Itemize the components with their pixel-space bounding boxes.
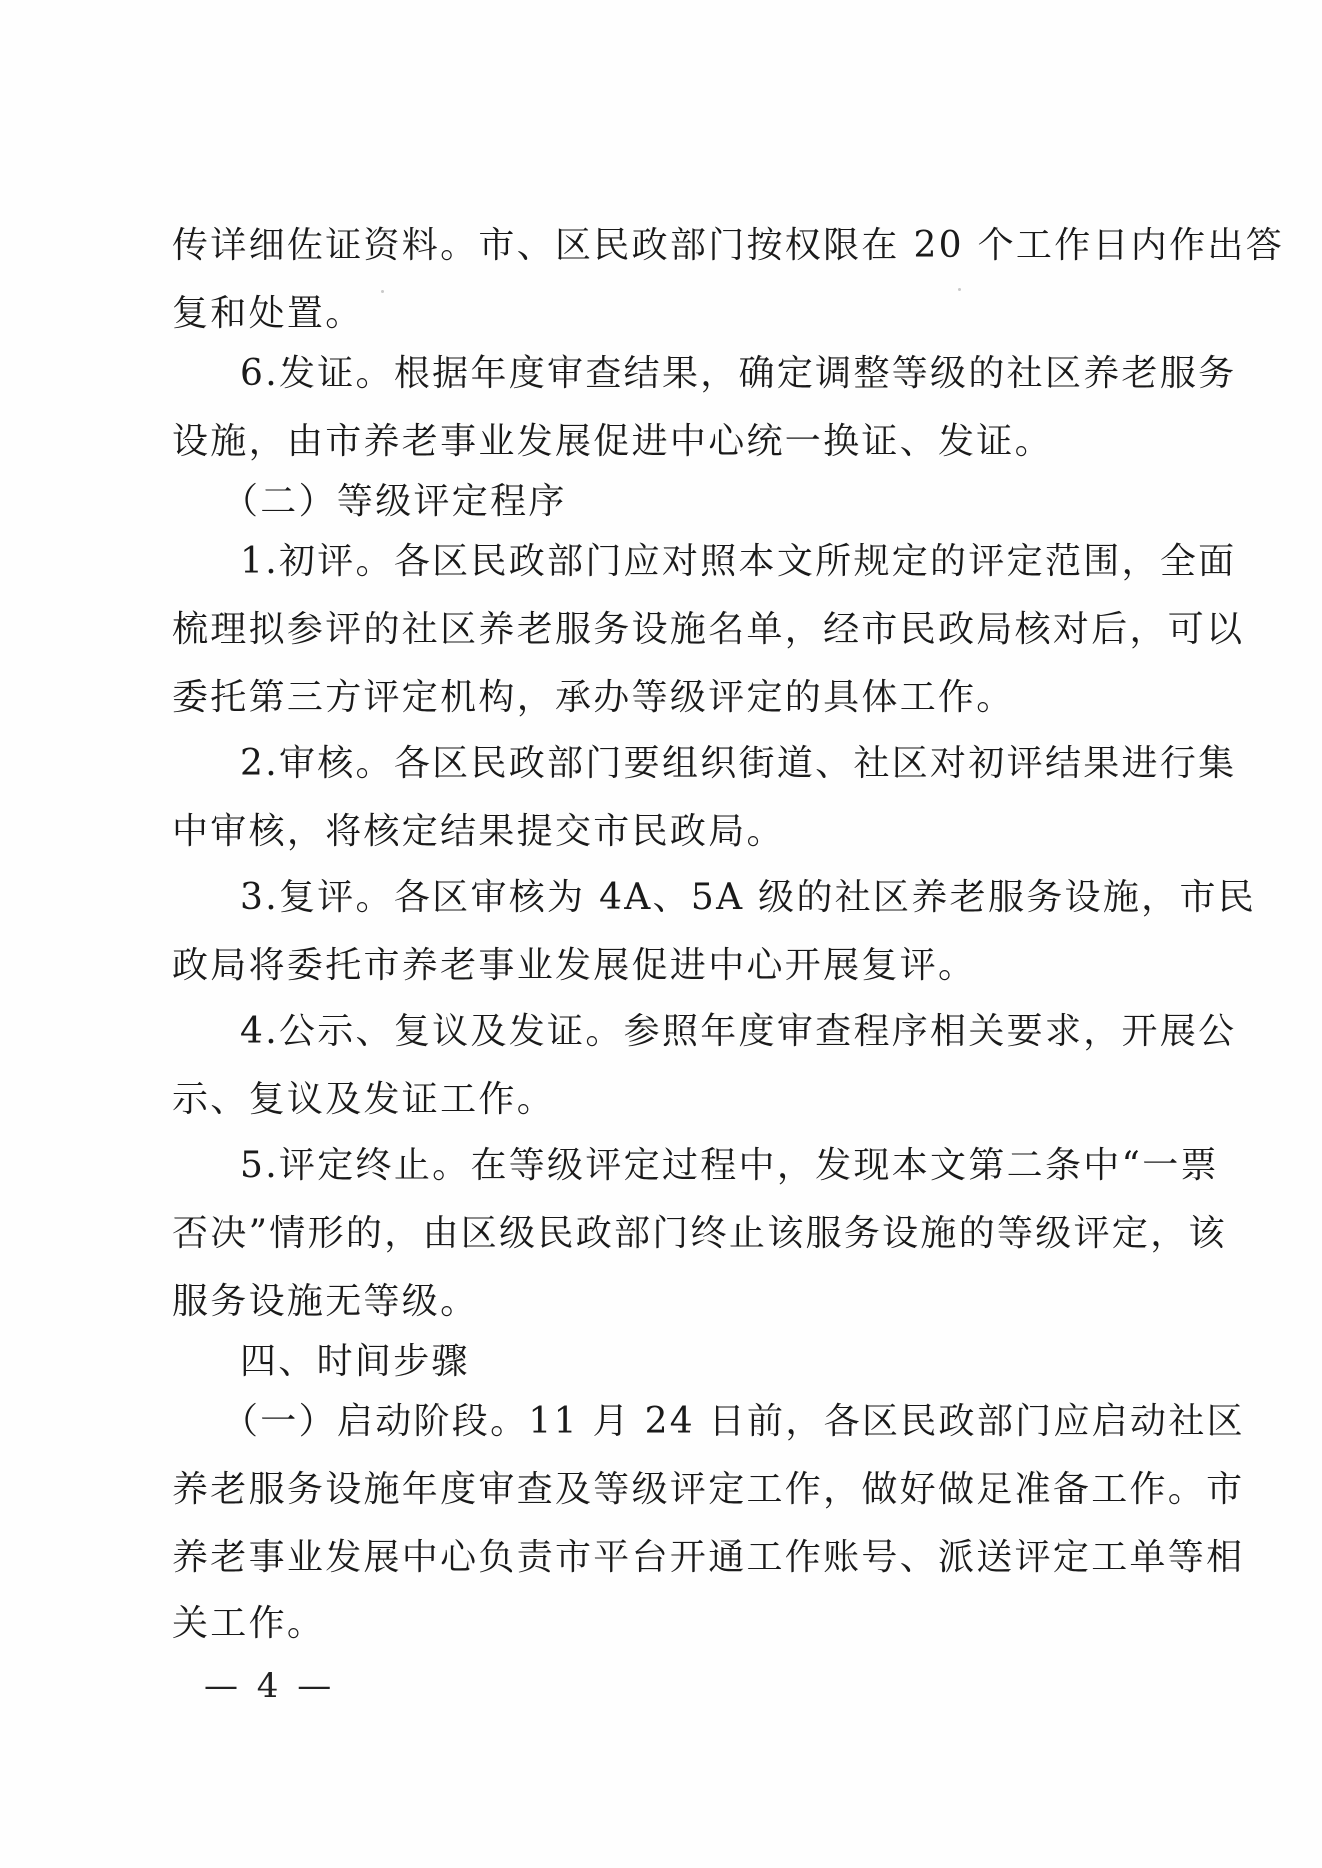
text-line: 委托第三方评定机构，承办等级评定的具体工作。 [172, 677, 1015, 718]
text-line: 复和处置。 [172, 293, 364, 334]
section-heading: 四、时间步骤 [240, 1341, 470, 1382]
text-line: 4.公示、复议及发证。参照年度审查程序相关要求，开展公 [240, 1011, 1237, 1052]
scan-speck [381, 290, 384, 293]
text-line: 3.复评。各区审核为 4A、5A 级的社区养老服务设施，市民 [240, 877, 1257, 918]
subsection-heading: （二）等级评定程序 [222, 481, 567, 522]
text-line: 关工作。 [172, 1603, 326, 1644]
scan-speck [958, 288, 961, 291]
text-line: 服务设施无等级。 [172, 1281, 479, 1322]
text-line: 1.初评。各区民政部门应对照本文所规定的评定范围，全面 [240, 541, 1237, 582]
text-line: 2.审核。各区民政部门要组织街道、社区对初评结果进行集 [240, 743, 1237, 784]
text-line: 设施，由市养老事业发展促进中心统一换证、发证。 [172, 421, 1053, 462]
text-line: 传详细佐证资料。市、区民政部门按权限在 20 个工作日内作出答 [172, 225, 1284, 266]
page-number: — 4 — [204, 1666, 336, 1706]
text-line: 6.发证。根据年度审查结果，确定调整等级的社区养老服务 [240, 353, 1237, 394]
text-line: 示、复议及发证工作。 [172, 1079, 556, 1120]
text-line: 养老事业发展中心负责市平台开通工作账号、派送评定工单等相 [172, 1537, 1245, 1578]
text-line: 养老服务设施年度审查及等级评定工作，做好做足准备工作。市 [172, 1469, 1245, 1510]
text-line: 梳理拟参评的社区养老服务设施名单，经市民政局核对后，可以 [172, 609, 1245, 650]
text-line: 否决”情形的，由区级民政部门终止该服务设施的等级评定，该 [172, 1213, 1227, 1254]
text-line: 政局将委托市养老事业发展促进中心开展复评。 [172, 945, 977, 986]
text-line: 中审核，将核定结果提交市民政局。 [172, 811, 785, 852]
text-line: （一）启动阶段。11 月 24 日前，各区民政部门应启动社区 [222, 1401, 1245, 1442]
text-line: 5.评定终止。在等级评定过程中，发现本文第二条中“一票 [240, 1145, 1219, 1186]
